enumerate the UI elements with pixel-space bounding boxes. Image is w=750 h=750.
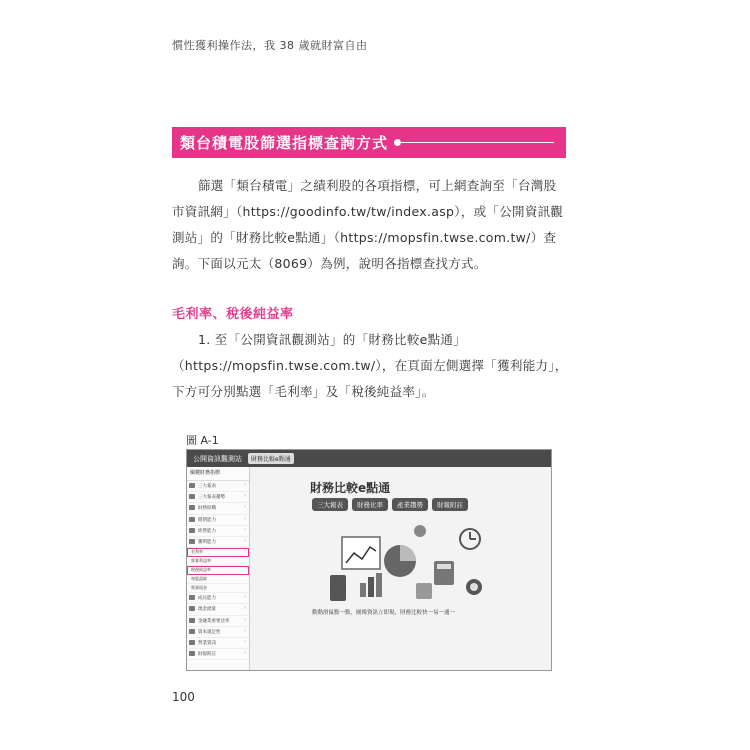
chevron-right-icon: › [244,493,246,500]
figure-screenshot [186,449,552,671]
figure-sidebar-item-label: 營業利益率 [191,558,211,564]
bar-chart-icon [360,583,366,597]
paragraph-2: 1. 至「公開資訊觀測站」的「財務比較e點通」（https://mopsfin.twse.com.tw/），在頁面左側選擇「獲利能力」，下方可分別點選「毛利率」及「稅後純益率」。 [172,332,568,399]
figure-brand: 財務比較e點通 [310,481,391,495]
section-title: 類台積電股篩選指標查詢方式 [180,134,389,152]
figure-sidebar-item [187,548,249,557]
figure-sidebar [187,467,250,670]
figure-sidebar-item-label: 營業資訊 [198,640,216,646]
figure-sidebar-item-label: 現金流量 [198,607,216,613]
menu-item-icon [189,640,195,645]
dollar-coin-icon [414,525,426,537]
figure-sidebar-item [187,638,249,649]
title-line-ornament [396,142,554,143]
figure-sidebar-item [187,537,249,548]
figure-sidebar-item [187,604,249,615]
chevron-right-icon: › [244,504,246,511]
figure-sidebar-item [187,627,249,638]
figure-sidebar-item-label: 資本適足性 [198,629,221,635]
figure-sidebar-item-label: 營業現金 [191,585,207,591]
running-head: 慣性獲利操作法，我 38 歲就財富自由 [172,39,368,52]
figure-sidebar-item-label: 經營能力 [198,528,216,534]
figure-sidebar-item-label: 每股盈餘 [191,576,207,582]
paragraph-1: 篩選「類台積電」之績利股的各項指標，可上網查詢至「台灣股市資訊網」（https://goodinfo.tw/tw/index.asp），或「公開資訊觀測站」的「財務比較e點通」（https://mopsfin.twse.com.tw/）查詢。下面以元太（8069）為例，說明各指標查找方式。 [172,178,564,271]
figure-sidebar-header: 關鍵財務指標 [187,467,249,481]
figure-sidebar-item-label: 獲利能力 [198,540,216,546]
chevron-right-icon: › [244,605,246,612]
figure-tabs [312,498,468,511]
figure-tab: 財報附註 [432,498,468,511]
figure-sidebar-item-label: 稅後純益率 [191,567,211,573]
figure-sidebar-item [187,503,249,514]
phone-icon [330,575,346,601]
figure-sidebar-item [187,515,249,526]
figure-sidebar-item [187,593,249,604]
menu-item-icon [189,629,195,634]
chevron-right-icon: › [244,650,246,657]
figure-sidebar-item [187,557,249,566]
menu-item-icon [189,595,195,600]
subheading: 毛利率、稅後純益率 [172,307,294,322]
figure-tab: 財務比率 [352,498,388,511]
figure-sidebar-item [187,584,249,593]
chevron-right-icon: › [244,627,246,634]
figure-site-tag: 財務比較e點通 [248,453,294,464]
chevron-right-icon: › [244,482,246,488]
figure-sidebar-item-label: 財務結構 [198,506,216,512]
menu-item-icon [189,539,195,544]
chevron-right-icon: › [244,526,246,533]
menu-item-icon [189,505,195,510]
chevron-right-icon: › [244,616,246,623]
chevron-right-icon: › [244,594,246,601]
chart-board-icon [342,537,380,569]
figure-site-title: 公開資訊觀測站 [193,454,242,463]
chevron-right-icon: › [244,638,246,645]
page-number: 100 [172,690,195,704]
figure-main-panel [250,467,551,670]
figure-sidebar-item [187,481,249,492]
figure-site-header [187,450,551,467]
menu-item-icon [189,618,195,623]
menu-item-icon [189,606,195,611]
figure-sidebar-item-label: 成長能力 [198,596,216,602]
chevron-right-icon: › [244,515,246,522]
figure-sidebar-item-label: 財報附註 [198,652,216,658]
figure-sidebar-item [187,566,249,575]
figure-sidebar-item [187,526,249,537]
figure-sidebar-item-label: 金融業重要比率 [198,618,230,624]
section-header-bar [172,127,566,158]
menu-item-icon [189,494,195,499]
menu-item-icon [189,528,195,533]
chevron-right-icon: › [244,537,246,544]
user-card-icon [416,583,432,599]
menu-item-icon [189,651,195,656]
figure-caption: 動動滑鼠點一點，圖像資訊立即現，財務比較快一易一通一 [312,610,456,616]
figure-tab: 產業趨勢 [392,498,428,511]
figure-tab: 三大報表 [312,498,348,511]
figure-sidebar-item-label: 三大報表趨勢 [198,495,225,501]
figure-illustration [320,517,490,607]
figure-sidebar-item [187,575,249,584]
figure-sidebar-item-label: 償債能力 [198,517,216,523]
figure-sidebar-item-label: 三大報表 [198,484,216,490]
figure-sidebar-item [187,616,249,627]
figure-sidebar-item-label: 毛利率 [191,549,203,555]
menu-item-icon [189,517,195,522]
figure-sidebar-item [187,492,249,503]
figure-sidebar-item [187,649,249,660]
figure-label: 圖 A-1 [186,434,219,447]
menu-item-icon [189,483,195,488]
